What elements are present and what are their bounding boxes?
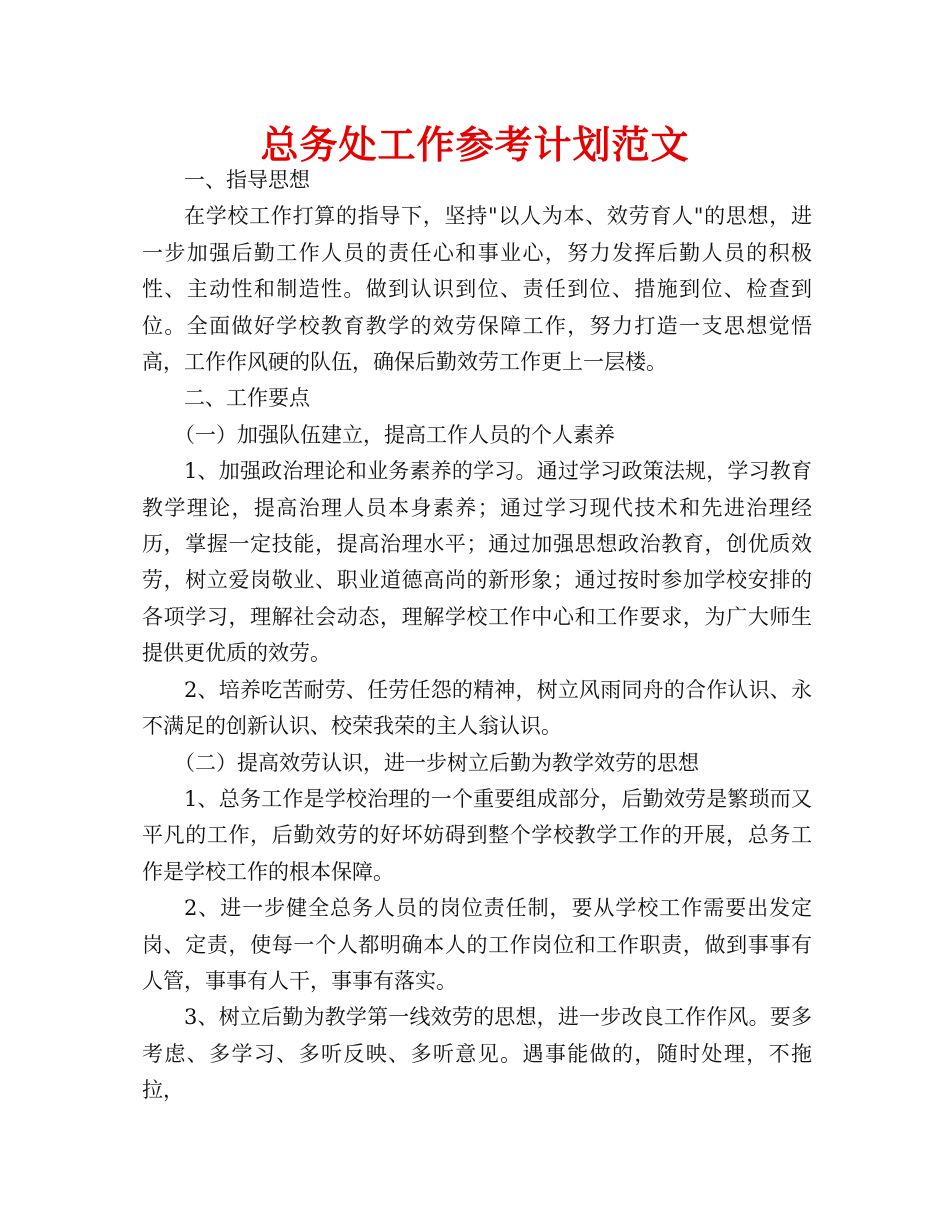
subsection-heading: （二）提高效劳认识，进一步树立后勤为教学效劳的思想 [174, 750, 699, 775]
paragraph: 在学校工作打算的指导下，坚持"以人为本、效劳育人"的思想，进一步加强后勤工作人员的责任心和事业心，努力发挥后勤人员的积极性、主动性和制造性。做到认识到位、责任到位、措施到位、检查到位。全面做好学校教育教学的效劳保障工作，努力打造一支思想觉悟高，工作作风硬的队伍，确保后勤效劳工作更上一层楼。 [142, 204, 812, 375]
paragraph: 1、加强政治理论和业务素养的学习。通过学习政策法规，学习教育教学理论，提高治理人员本身素养；通过学习现代技术和先进治理经历，掌握一定技能，提高治理水平；通过加强思想政治教育，创优质效劳，树立爱岗敬业、职业道德高尚的新形象；通过按时参加学校安排的各项学习，理解社会动态，理解学校工作中心和工作要求，为广大师生提供更优质的效劳。 [142, 459, 812, 666]
paragraph: 3、树立后勤为教学第一线效劳的思想，进一步改良工作作风。要多考虑、多学习、多听反映、多听意见。遇事能做的，随时处理，不拖拉， [142, 1005, 812, 1103]
subsection-heading: （一）加强队伍建立，提高工作人员的个人素养 [174, 422, 615, 447]
paragraph: 2、进一步健全总务人员的岗位责任制，要从学校工作需要出发定岗、定责，使每一个人都明确本人的工作岗位和工作职责，做到事事有人管，事事有人干，事事有落实。 [142, 896, 812, 993]
document-body [142, 162, 812, 1109]
section-heading: 一、指导思想 [184, 168, 310, 192]
paragraph: 2、培养吃苦耐劳、任劳任怨的精神，树立风雨同舟的合作认识、永不满足的创新认识、校荣我荣的主人翁认识。 [142, 677, 812, 739]
paragraph: 1、总务工作是学校治理的一个重要组成部分，后勤效劳是繁琐而又平凡的工作，后勤效劳的好坏妨碍到整个学校教学工作的开展，总务工作是学校工作的根本保障。 [142, 786, 812, 884]
document-title: 总务处工作参考计划范文 [260, 122, 690, 167]
section-heading: 二、工作要点 [184, 386, 310, 411]
